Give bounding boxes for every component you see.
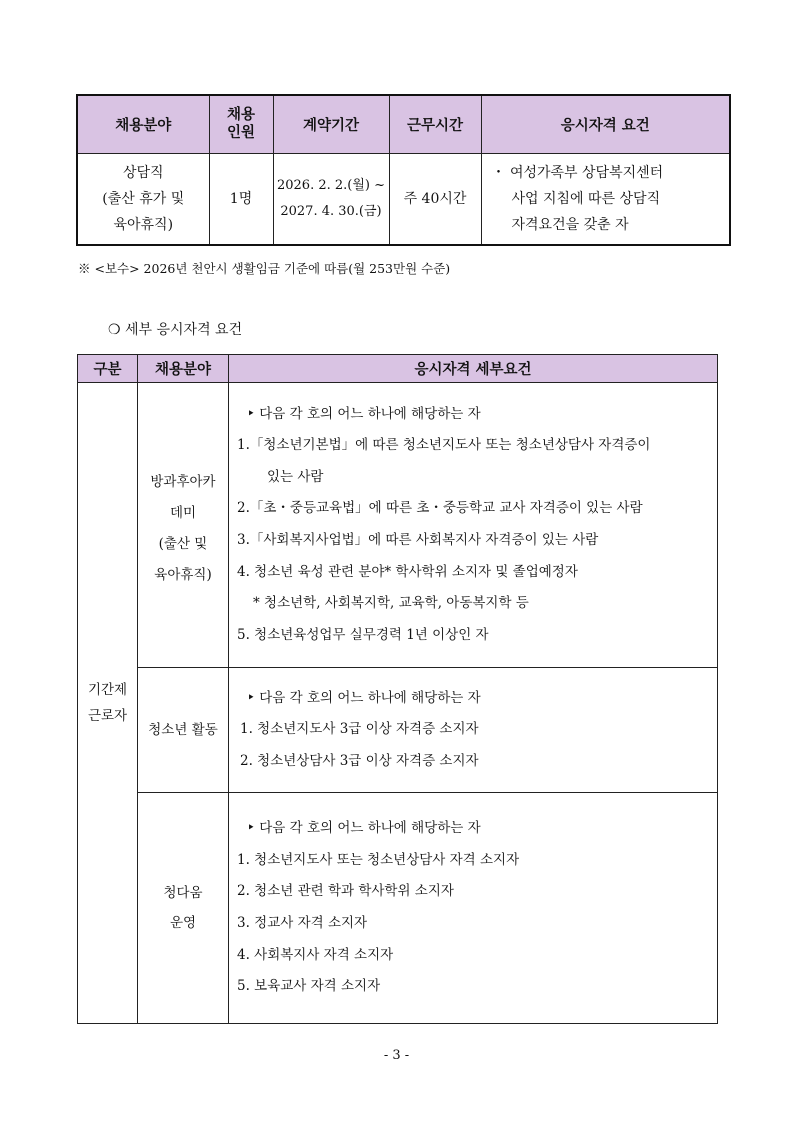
- detail-line: 5. 보육교사 자격 소지자: [237, 978, 381, 995]
- detail-cell: [229, 383, 718, 668]
- requirement-line: ・ 여성가족부 상담복지센터: [491, 164, 664, 181]
- detail-line: 5. 청소년육성업무 실무경력 1년 이상인 자: [237, 626, 489, 643]
- section-subtitle: ❍ 세부 응시자격 요건: [108, 322, 243, 338]
- detail-line: 1. 청소년지도사 3급 이상 자격증 소지자: [240, 721, 479, 738]
- field-line: 육아휴직): [154, 567, 212, 583]
- salary-note: ※ <보수> 2026년 천안시 생활임금 기준에 따름(월 253만원 수준): [78, 261, 451, 276]
- header-field: 채용분야: [77, 95, 209, 153]
- detail-line: 4. 청소년 육성 관련 분야* 학사학위 소지자 및 졸업예정자: [237, 563, 578, 580]
- detail-line: 1.「청소년기본법」에 따른 청소년지도사 또는 청소년상담사 자격증이: [237, 437, 651, 454]
- detail-line: ‣ 다음 각 호의 어느 하나에 해당하는 자: [247, 689, 481, 706]
- period-start: 2026. 2. 2.(월) ~: [276, 177, 385, 193]
- detail-line: 있는 사람: [267, 468, 324, 485]
- field-line: 청다움: [163, 885, 203, 901]
- count-cell: 1명: [209, 153, 273, 245]
- detail-line: 2. 청소년상담사 3급 이상 자격증 소지자: [240, 752, 479, 769]
- detailed-requirements-table: [77, 354, 718, 1024]
- requirements-cell: [481, 153, 730, 245]
- page-number: - 3 -: [383, 1048, 410, 1063]
- detail-line: 3.「사회복지사업법」에 따른 사회복지사 자격증이 있는 사람: [237, 532, 599, 548]
- header-count: [209, 95, 273, 153]
- detail-line: 4. 사회복지사 자격 소지자: [237, 946, 394, 963]
- field-line: (출산 휴가 및: [102, 190, 185, 207]
- detail-line: * 청소년학, 사회복지학, 교육학, 아동복지학 등: [253, 595, 529, 612]
- header-hours: 근무시간: [389, 95, 481, 153]
- group-line: 기간제: [87, 682, 128, 698]
- header-count-line2: 인원: [226, 125, 255, 142]
- hours-cell: 주 40시간: [389, 153, 481, 245]
- group-cell: [78, 383, 138, 1024]
- field-cell: [138, 668, 229, 793]
- recruitment-summary-table: [76, 94, 731, 246]
- detail-line: 1. 청소년지도사 또는 청소년상담사 자격 소지자: [237, 851, 520, 868]
- detail-cell: [229, 668, 718, 793]
- detail-cell: [229, 793, 718, 1024]
- header-requirements: 응시자격 요건: [481, 95, 730, 153]
- detail-line: 2. 청소년 관련 학과 학사학위 소지자: [237, 883, 454, 900]
- field-line: 방과후아카: [150, 474, 216, 490]
- field-line: (출산 및: [158, 536, 208, 552]
- header-period: 계약기간: [273, 95, 389, 153]
- field-cell: [138, 383, 229, 668]
- header-detail: 응시자격 세부요건: [229, 355, 718, 383]
- field-line: 운영: [169, 915, 197, 931]
- field-cell: [77, 153, 209, 245]
- field-line: 청소년 활동: [148, 722, 218, 738]
- detail-line: ‣ 다음 각 호의 어느 하나에 해당하는 자: [247, 405, 481, 422]
- requirement-line: 자격요건을 갖춘 자: [511, 216, 629, 233]
- header-field: 채용분야: [138, 355, 229, 383]
- detail-line: 3. 정교사 자격 소지자: [237, 915, 368, 931]
- field-line: 육아휴직): [113, 216, 174, 233]
- requirement-line: 사업 지침에 따른 상담직: [511, 190, 661, 207]
- detail-line: 2.「초・중등교육법」에 따른 초・중등학교 교사 자격증이 있는 사람: [237, 500, 643, 517]
- detail-line: ‣ 다음 각 호의 어느 하나에 해당하는 자: [247, 820, 481, 837]
- field-line: 상담직: [122, 164, 164, 181]
- header-category: 구분: [78, 355, 138, 383]
- field-cell: [138, 793, 229, 1024]
- header-count-line1: 채용: [226, 107, 255, 124]
- period-end: 2027. 4. 30.(금): [280, 203, 382, 219]
- period-cell: [273, 153, 389, 245]
- group-line: 근로자: [87, 708, 128, 724]
- field-line: 데미: [169, 505, 197, 521]
